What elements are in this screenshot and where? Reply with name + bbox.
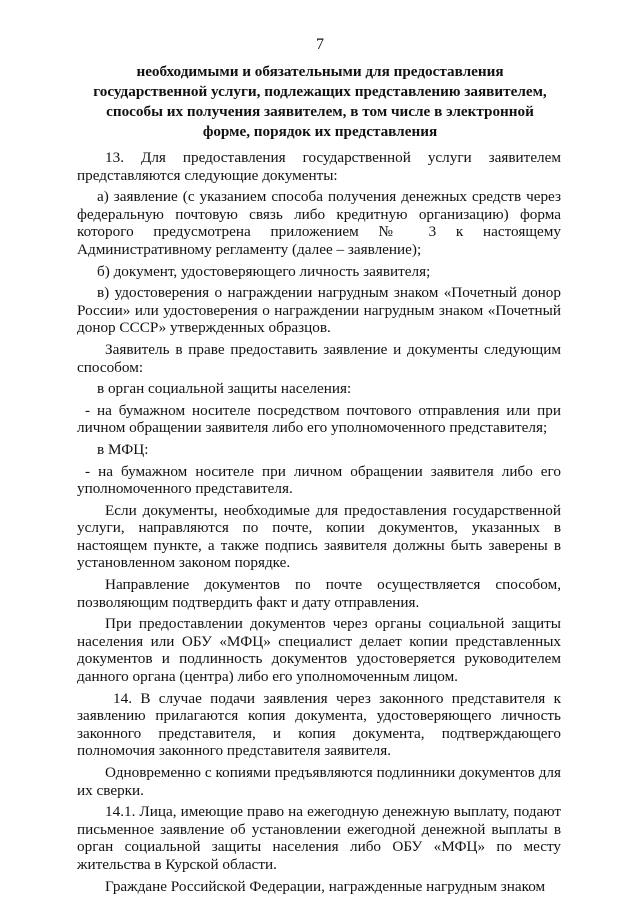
bullet-paper-personal: - на бумажном носителе при личном обращении заявителя либо его уполномоченного представителя.: [77, 462, 561, 498]
paragraph-social-protection: в орган социальной защиты населения:: [97, 380, 352, 398]
paragraph-submission-method: Заявитель в праве предоставить заявление и документы следующим способом:: [77, 340, 561, 376]
page-number: 7: [316, 36, 324, 53]
paragraph-14-1: 14.1. Лица, имеющие право на ежегодную денежную выплату, подают письменное заявление об установлении ежегодной денежной выплаты в орган социальной защиты населения либо ОБУ «МФЦ» по месту жительства в Курской области.: [77, 803, 561, 873]
bullet-paper-mail: - на бумажном носителе посредством почтового отправления или при личном обращении заявителя либо его уполномоченного представителя;: [77, 401, 561, 437]
paragraph-mfc: в МФЦ:: [97, 440, 149, 458]
paragraph-14: 14. В случае подачи заявления через законного представителя к заявлению прилагаются копия документа, удостоверяющего личность законного представителя, и копия документа, подтверждающего полномочия законного представителя заявителя.: [77, 689, 561, 760]
paragraph-13: 13. Для предоставления государственной услуги заявителем представляются следующие документы:: [77, 149, 561, 184]
list-item-v: в) удостоверения о награждении нагрудным знаком «Почетный донор России» или удостоверения о награждении нагрудным знаком «Почетный донор СССР» утвержденных образцов.: [77, 284, 561, 337]
paragraph-citizens: Граждане Российской Федерации, награжденные нагрудным знаком: [105, 877, 546, 895]
list-item-b: б) документ, удостоверяющего личность заявителя;: [97, 262, 431, 280]
paragraph-copies: При предоставлении документов через органы социальной защиты населения или ОБУ «МФЦ» специалист делает копии представленных документов и подлинность документов удостоверяется руководителем данного органа (центра) либо его уполномоченным лицом.: [77, 615, 561, 686]
document-body: [77, 149, 561, 899]
section-heading: необходимыми и обязательными для предоставления государственной услуги, подлежащих представлению заявителем, способы их получения заявителем, в том числе в электронной форме, порядок их представления: [93, 63, 547, 140]
list-item-a: а) заявление (с указанием способа получения денежных средств через федеральную почтовую связь либо кредитную организацию) форма которого предусмотрена приложением № 3 к настоящему Административному регламенту (далее – заявление);: [77, 188, 561, 258]
paragraph-postal-method: Направление документов по почте осуществляется способом, позволяющим подтвердить факт и дату отправления.: [77, 576, 561, 611]
paragraph-postal-documents: Если документы, необходимые для предоставления государственной услуги, направляются по почте, копии документов, указанных в настоящем пункте, а также подпись заявителя должны быть заверены в установленном законом порядке.: [77, 501, 561, 572]
paragraph-originals: Одновременно с копиями предъявляются подлинники документов для их сверки.: [77, 764, 561, 799]
